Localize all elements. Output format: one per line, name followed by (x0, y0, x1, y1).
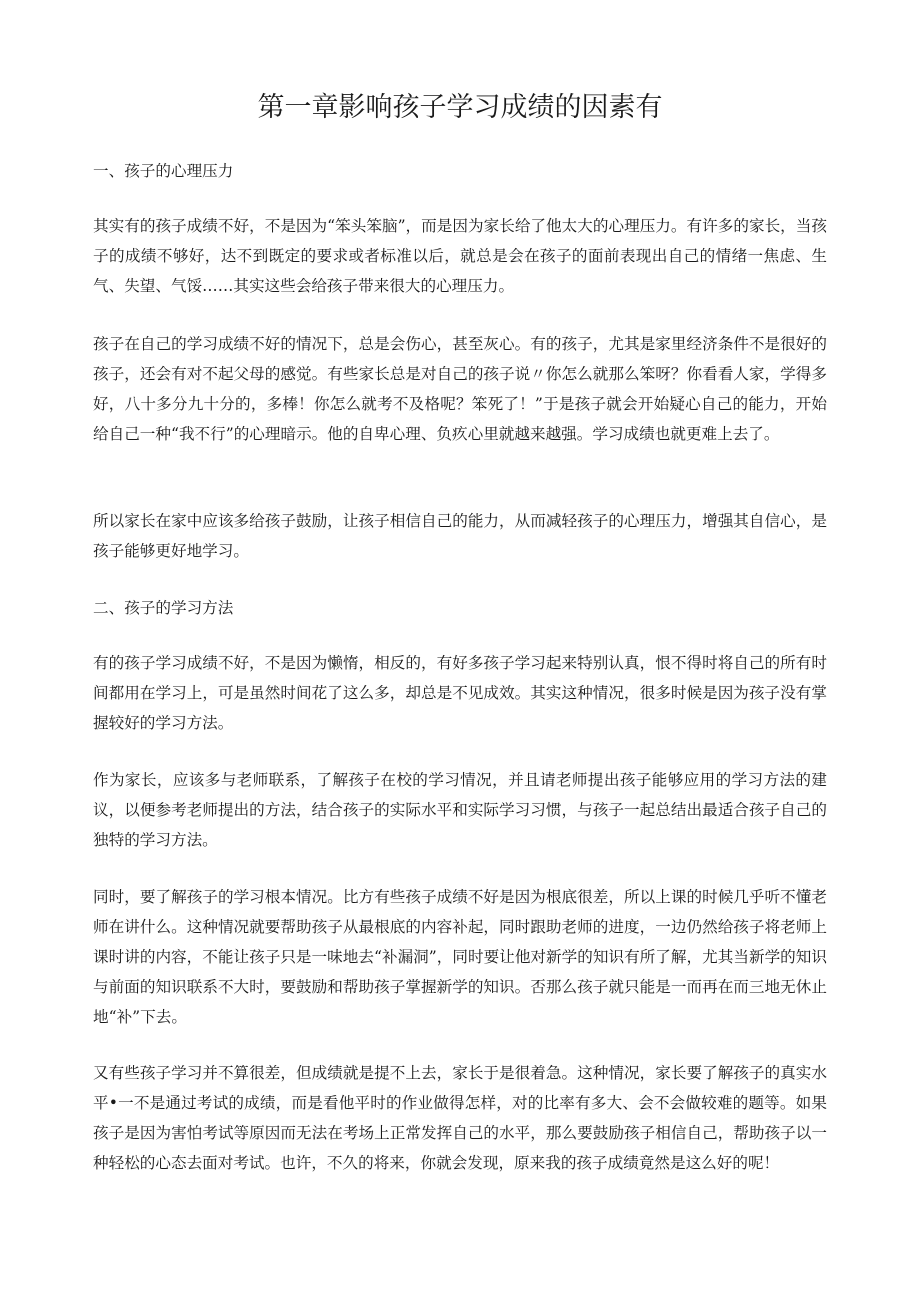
paragraph: 同时，要了解孩子的学习根本情况。比方有些孩子成绩不好是因为根底很差，所以上课的时候几乎听不懂老师在讲什么。这种情况就要帮助孩子从最根底的内容补起，同时跟助老师的进度，一边仍然给孩子将老师上课时讲的内容，不能让孩子只是一味地去“补漏洞”，同时要让他对新学的知识有所了解，尤其当新学的知识与前面的知识联系不大时，要鼓励和帮助孩子掌握新学的知识。否那么孩子就只能是一而再在而三地无休止地“补”下去。 (93, 888, 827, 1026)
paragraph: 所以家长在家中应该多给孩子鼓励，让孩子相信自己的能力，从而减轻孩子的心理压力，增强其自信心，是孩子能够更好地学习。 (93, 512, 827, 560)
paragraph: 作为家长，应该多与老师联系，了解孩子在校的学习情况，并且请老师提出孩子能够应用的学习方法的建议，以便参考老师提出的方法，结合孩子的实际水平和实际学习习惯，与孩子一起总结出最适合孩子自己的独特的学习方法。 (93, 771, 827, 849)
section-heading-learning-method: 二、孩子的学习方法 (93, 599, 234, 617)
paragraph: 有的孩子学习成绩不好，不是因为懒惰，相反的，有好多孩子学习起来特别认真，恨不得时将自己的所有时间都用在学习上，可是虽然时间花了这么多，却总是不见成效。其实这种情况，很多时候是因为孩子没有掌握较好的学习方法。 (93, 654, 827, 732)
paragraph: 又有些孩子学习并不算很差，但成绩就是提不上去，家长于是很着急。这种情况，家长要了解孩子的真实水平•一不是通过考试的成绩，而是看他平时的作业做得怎样，对的比率有多大、会不会做较难的题等。如果孩子是因为害怕考试等原因而无法在考场上正常发挥自己的水平，那么要鼓励孩子相信自己，帮助孩子以一种轻松的心态去面对考试。也许，不久的将来，你就会发现，原来我的孩子成绩竟然是这么好的呢！ (93, 1064, 827, 1172)
section-heading-psychological-pressure: 一、孩子的心理压力 (93, 162, 234, 180)
paragraph: 其实有的孩子成绩不好，不是因为“笨头笨脑”，而是因为家长给了他太大的心理压力。有许多的家长，当孩子的成绩不够好，达不到既定的要求或者标准以后，就总是会在孩子的面前表现出自己的情绪一焦虑、生气、失望、气馁……其实这些会给孩子带来很大的心理压力。 (93, 217, 827, 295)
paragraph: 孩子在自己的学习成绩不好的情况下，总是会伤心，甚至灰心。有的孩子，尤其是家里经济条件不是很好的孩子，还会有对不起父母的感觉。有些家长总是对自己的孩子说〃你怎么就那么笨呀？你看看人家，学得多好，八十多分九十分的，多棒！你怎么就考不及格呢？笨死了！”于是孩子就会开始疑心自己的能力，开始给自己一种“我不行”的心理暗示。他的自卑心理、负疚心里就越来越强。学习成绩也就更难上去了。 (93, 335, 827, 443)
document-title: 第一章影响孩子学习成绩的因素有 (257, 92, 663, 123)
